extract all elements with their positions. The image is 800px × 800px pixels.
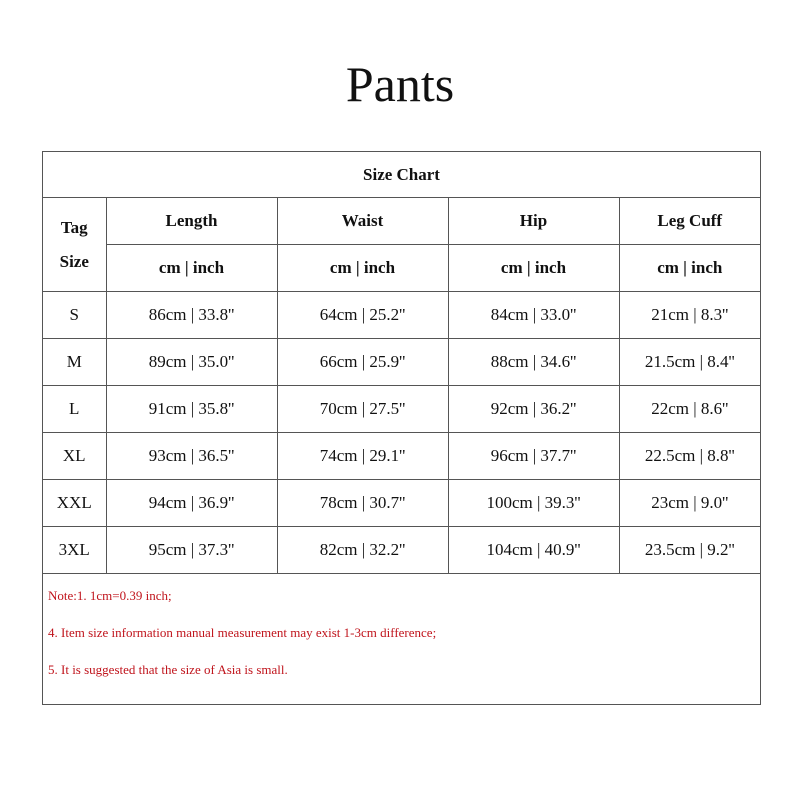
- value-cell: 86cm | 33.8'': [106, 292, 277, 339]
- value-cell: 96cm | 37.7'': [448, 433, 619, 480]
- value-cell: 21.5cm | 8.4'': [619, 339, 760, 386]
- value-cell: 21cm | 8.3'': [619, 292, 760, 339]
- unit-label: cm | inch: [277, 245, 448, 292]
- table-row: [43, 386, 760, 433]
- size-cell: L: [43, 386, 106, 433]
- size-cell: XL: [43, 433, 106, 480]
- unit-label: cm | inch: [619, 245, 760, 292]
- unit-label: cm | inch: [448, 245, 619, 292]
- tag-header-line-1: Tag: [60, 217, 88, 237]
- value-cell: 104cm | 40.9'': [448, 527, 619, 574]
- value-cell: 95cm | 37.3'': [106, 527, 277, 574]
- table-row: [43, 433, 760, 480]
- value-cell: 64cm | 25.2'': [277, 292, 448, 339]
- value-cell: 23cm | 9.0'': [619, 480, 760, 527]
- note-line: Note:1. 1cm=0.39 inch;: [48, 588, 172, 603]
- column-header-hip: Hip: [448, 198, 619, 245]
- value-cell: 94cm | 36.9'': [106, 480, 277, 527]
- tag-header-line-2: Size: [59, 251, 89, 271]
- table-row: [43, 527, 760, 574]
- size-cell: M: [43, 339, 106, 386]
- value-cell: 91cm | 35.8'': [106, 386, 277, 433]
- value-cell: 23.5cm | 9.2'': [619, 527, 760, 574]
- value-cell: 88cm | 34.6'': [448, 339, 619, 386]
- value-cell: 22.5cm | 8.8'': [619, 433, 760, 480]
- size-cell: 3XL: [43, 527, 106, 574]
- table-row: [43, 480, 760, 527]
- value-cell: 93cm | 36.5'': [106, 433, 277, 480]
- caption-row: [43, 152, 760, 198]
- value-cell: 22cm | 8.6'': [619, 386, 760, 433]
- column-header-length: Length: [106, 198, 277, 245]
- tag-size-header: [43, 198, 106, 292]
- value-cell: 66cm | 25.9'': [277, 339, 448, 386]
- table-caption: Size Chart: [43, 152, 760, 198]
- note-line: 5. It is suggested that the size of Asia is small.: [48, 662, 288, 677]
- unit-row: [43, 245, 760, 292]
- value-cell: 92cm | 36.2'': [448, 386, 619, 433]
- value-cell: 74cm | 29.1'': [277, 433, 448, 480]
- size-chart-table: [43, 152, 760, 574]
- size-cell: XXL: [43, 480, 106, 527]
- value-cell: 70cm | 27.5'': [277, 386, 448, 433]
- size-cell: S: [43, 292, 106, 339]
- value-cell: 82cm | 32.2'': [277, 527, 448, 574]
- size-chart-sheet: [42, 151, 761, 705]
- value-cell: 89cm | 35.0'': [106, 339, 277, 386]
- value-cell: 78cm | 30.7'': [277, 480, 448, 527]
- table-row: [43, 339, 760, 386]
- column-header-leg-cuff: Leg Cuff: [619, 198, 760, 245]
- table-row: [43, 292, 760, 339]
- value-cell: 84cm | 33.0'': [448, 292, 619, 339]
- header-row: [43, 198, 760, 245]
- value-cell: 100cm | 39.3'': [448, 480, 619, 527]
- page-title: Pants: [345, 56, 455, 112]
- column-header-waist: Waist: [277, 198, 448, 245]
- unit-label: cm | inch: [106, 245, 277, 292]
- note-line: 4. Item size information manual measurement may exist 1-3cm difference;: [48, 625, 437, 640]
